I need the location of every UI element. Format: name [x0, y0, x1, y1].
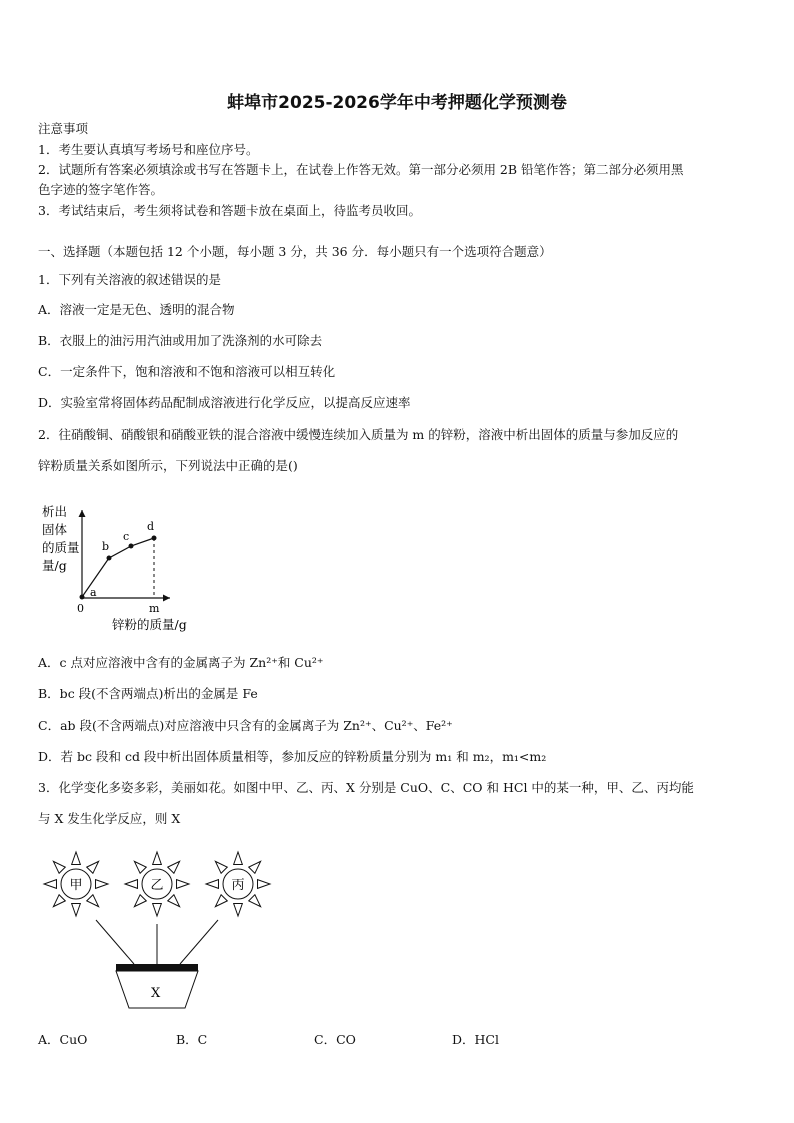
petal [53, 895, 65, 907]
q2-option-a: A．c 点对应溶液中含有的金属离子为 Zn²⁺和 Cu²⁺ [38, 655, 324, 670]
flower-bing [206, 852, 270, 916]
notice-item-1: 1．考生要认真填写考场号和座位序号。 [38, 142, 259, 157]
flower-label: 甲 [69, 878, 83, 893]
flower-label: 乙 [150, 878, 164, 893]
petal [134, 895, 146, 907]
q2-stem-line1: 2．往硝酸铜、硝酸银和硝酸亚铁的混合溶液中缓慢连续加入质量为 m 的锌粉，溶液中析出固体的质量与参加反应的 [38, 427, 679, 442]
ylabel-line-3: 的质量 [42, 540, 80, 555]
q1-option-c: C．一定条件下，饱和溶液和不饱和溶液可以相互转化 [38, 364, 336, 379]
point-b [107, 556, 112, 561]
q3-stem-line1: 3．化学变化多姿多彩，美丽如花。如图中甲、乙、丙、X 分别是 CuO、C、CO 和 HCl 中的某一种，甲、乙、丙均能 [38, 780, 694, 795]
page-title: 蚌埠市2025-2026学年中考押题化学预测卷 [227, 93, 567, 113]
point-c [129, 544, 134, 549]
xlabel: 锌粉的质量/g [112, 617, 187, 632]
petal [168, 861, 180, 873]
stem-left [96, 920, 134, 964]
q1-option-b: B．衣服上的油污用汽油或用加了洗涤剂的水可除去 [38, 333, 323, 348]
petal [168, 895, 180, 907]
q1-option-a: A．溶液一定是无色、透明的混合物 [38, 302, 235, 317]
point-d [152, 536, 157, 541]
flower-jia [44, 852, 108, 916]
q1-stem: 1．下列有关溶液的叙述错误的是 [38, 272, 221, 287]
petal [249, 895, 261, 907]
q2-graph [38, 500, 208, 640]
petal [125, 880, 137, 889]
pot-label: X [151, 986, 161, 1001]
petal [249, 861, 261, 873]
label-a: a [90, 586, 97, 599]
q3-option-c: C．CO [314, 1032, 356, 1047]
point-a [80, 595, 85, 600]
petal [87, 861, 99, 873]
petal [215, 895, 227, 907]
q3-option-d: D．HCl [452, 1032, 499, 1047]
petal [53, 861, 65, 873]
notice-item-2-cont: 色字迹的签字笔作答。 [38, 182, 164, 197]
petal [134, 861, 146, 873]
petal [234, 852, 243, 864]
petal [72, 904, 81, 916]
petal [153, 852, 162, 864]
petal [72, 852, 81, 864]
label-m: m [149, 602, 160, 615]
q2-option-c: C．ab 段(不含两端点)对应溶液中只含有的金属离子为 Zn²⁺、Cu²⁺、Fe²⁺ [38, 718, 453, 733]
ylabel-line-2: 固体 [42, 522, 68, 537]
petal [206, 880, 218, 889]
petal [258, 880, 270, 889]
section-heading: 一、选择题（本题包括 12 个小题，每小题 3 分，共 36 分．每小题只有一个选项符合题意） [38, 244, 552, 259]
ylabel-line-1: 析出 [42, 504, 68, 519]
pot-rim [116, 964, 198, 971]
notice-item-3: 3．考试结束后，考生须将试卷和答题卡放在桌面上，待监考员收回。 [38, 203, 421, 218]
label-c: c [123, 530, 130, 543]
q3-option-b: B．C [176, 1032, 208, 1047]
q3-flower-diagram [30, 840, 290, 1020]
q2-stem-line2: 锌粉质量关系如图所示，下列说法中正确的是() [38, 458, 298, 473]
q3-stem-line2: 与 X 发生化学反应，则 X [38, 811, 181, 826]
q3-option-a: A．CuO [38, 1032, 88, 1047]
stem-right [180, 920, 218, 964]
ylabel-line-4: 量/g [42, 558, 67, 573]
q2-option-b: B．bc 段(不含两端点)析出的金属是 Fe [38, 686, 258, 701]
label-origin: 0 [77, 602, 84, 615]
notice-item-2: 2．试题所有答案必须填涂或书写在答题卡上，在试卷上作答无效。第一部分必须用 2B 铅笔作答；第二部分必须用黑 [38, 162, 684, 177]
flower-label: 丙 [231, 878, 245, 893]
q2-option-d: D．若 bc 段和 cd 段中析出固体质量相等，参加反应的锌粉质量分别为 m₁ 和 m₂，m₁<m₂ [38, 749, 547, 764]
petal [87, 895, 99, 907]
label-d: d [147, 520, 155, 533]
petal [44, 880, 56, 889]
q1-option-d: D．实验室常将固体药品配制成溶液进行化学反应，以提高反应速率 [38, 395, 411, 410]
petal [215, 861, 227, 873]
petal [234, 904, 243, 916]
petal [153, 904, 162, 916]
flower-yi [125, 852, 189, 916]
notice-heading: 注意事项 [38, 121, 89, 136]
petal [96, 880, 108, 889]
petal [177, 880, 189, 889]
label-b: b [102, 540, 110, 553]
